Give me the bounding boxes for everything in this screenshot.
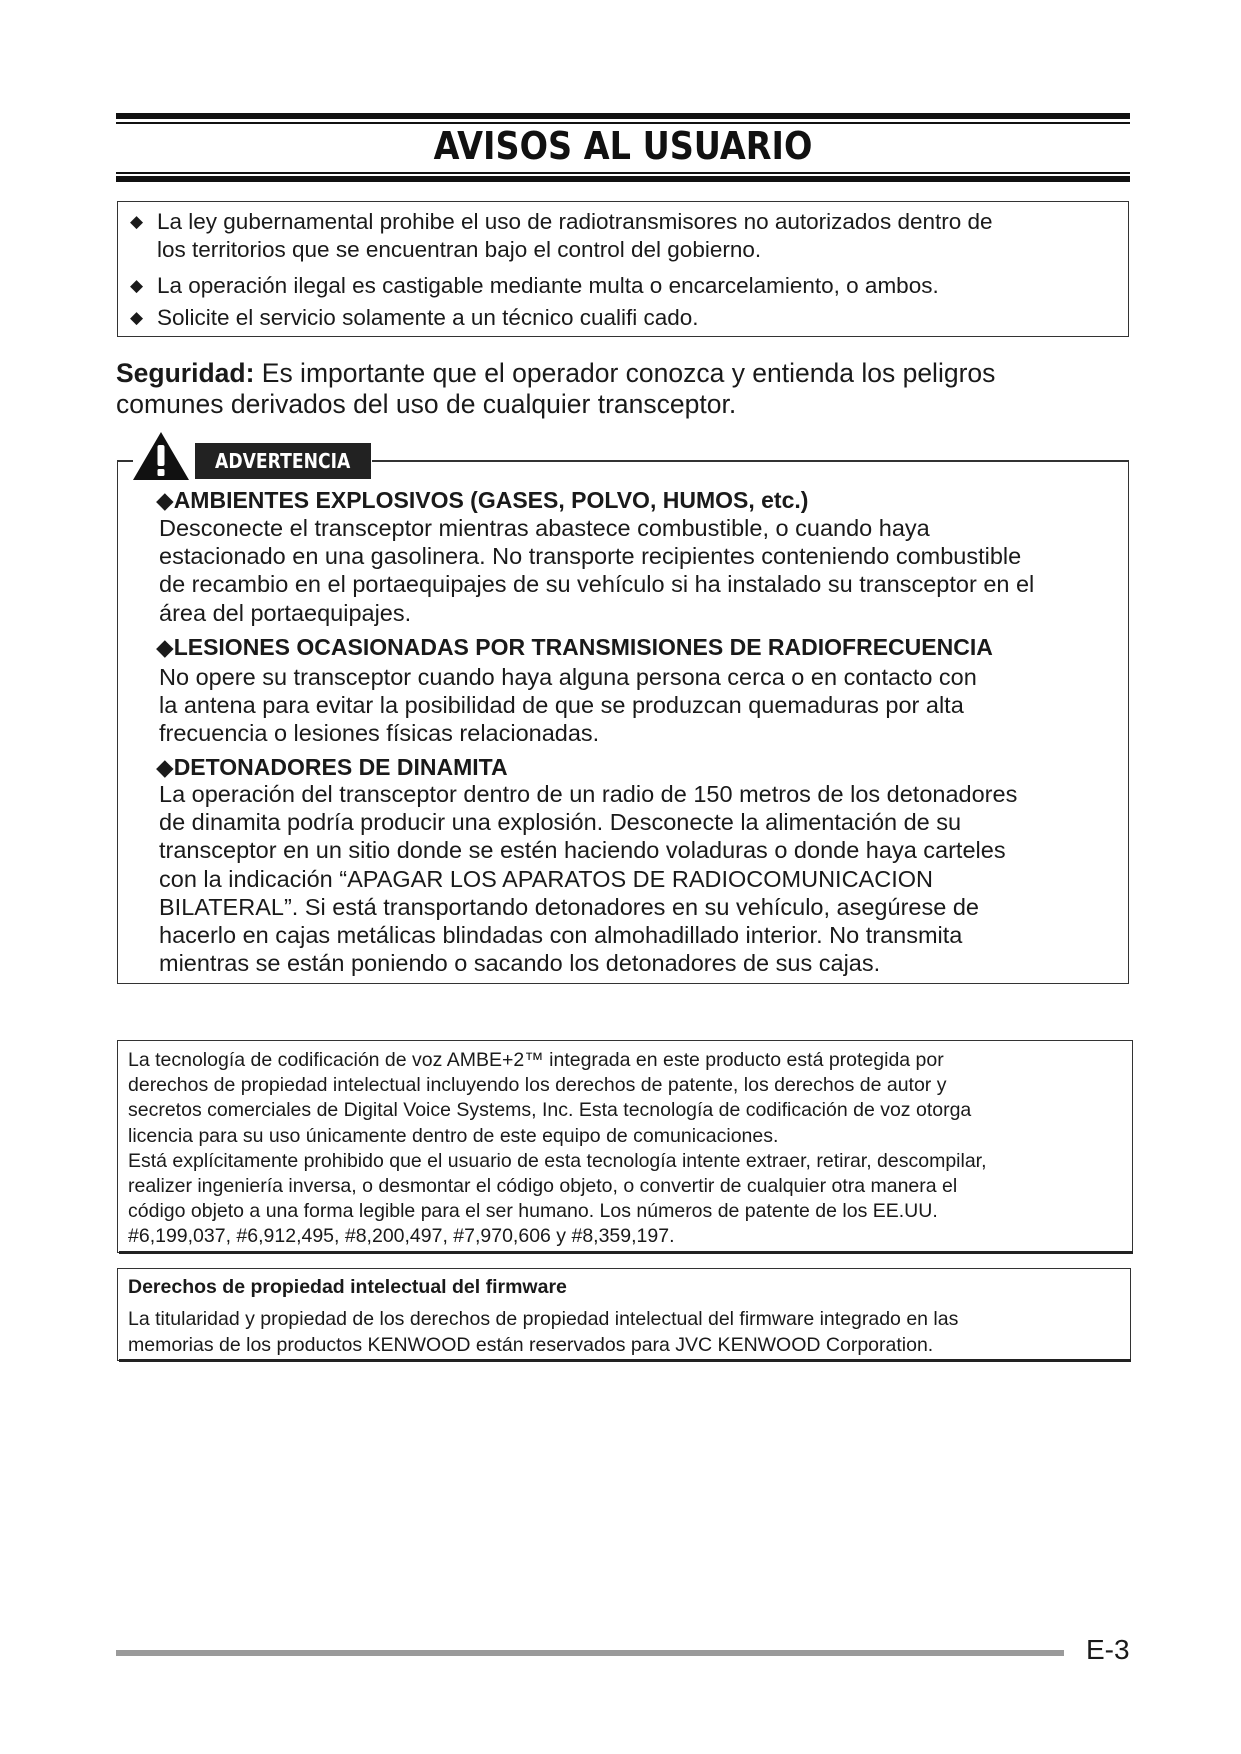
page-number: E-3 [1086,1634,1130,1665]
bullet-diamond-icon: ◆ [130,276,144,295]
ambe-line: derechos de propiedad intelectual incluyendo los derechos de patente, los derechos de autor y [128,1074,947,1097]
ambe-line: licencia para su uso únicamente dentro de este equipo de comunicaciones. [128,1124,779,1147]
footer-bar [116,1650,1064,1656]
warning-line: área del portaequipajes. [159,599,412,626]
warning-line: BILATERAL”. Si está transportando detonadores en su vehículo, asegúrese de [159,893,979,920]
seguridad-label: Seguridad: [116,358,255,388]
warning-badge-label: ADVERTENCIA [215,449,351,473]
seguridad-paragraph [116,358,995,420]
notice-line: los territorios que se encuentran bajo el control del gobierno. [157,237,762,262]
warning-line: transceptor en un sitio donde se estén haciendo voladuras o donde haya carteles [159,837,1006,864]
ambe-line: #6,199,037, #6,912,495, #8,200,497, #7,970,606 y #8,359,197. [128,1225,675,1248]
warning-line: con la indicación “APAGAR LOS APARATOS DE RADIOCOMUNICACION [159,865,933,892]
warning-paragraph [159,663,977,748]
notice-line: La operación ilegal es castigable mediante multa o encarcelamiento, o ambos. [157,273,939,298]
title-rule-bottom-thin [116,172,1130,174]
warning-line: Desconecte el transceptor mientras abastece combustible, o cuando haya [159,515,930,541]
warning-heading: ◆AMBIENTES EXPLOSIVOS (GASES, POLVO, HUMOS, etc.) [156,487,809,513]
warning-badge [195,443,371,479]
bullet-diamond-icon: ◆ [130,212,144,231]
warning-line: de dinamita podría producir una explosión. Desconecte la alimentación de su [159,809,962,836]
title-rule-top-thick [116,113,1130,119]
legal-notice-box [117,201,1129,337]
warning-triangle-icon [131,430,191,482]
firmware-line: La titularidad y propiedad de los derechos de propiedad intelectual del firmware integrado en las [128,1308,959,1330]
warning-line: No opere su transceptor cuando haya alguna persona cerca o en contacto con [159,664,977,690]
firmware-line: memorias de los productos KENWOOD están reservados para JVC KENWOOD Corporation. [128,1334,934,1356]
seguridad-text: Es importante que el operador conozca y entienda los peligros [254,358,996,388]
title-rule-bottom-thick [116,176,1130,182]
firmware-text [128,1306,958,1358]
ambe-license-text [128,1048,987,1250]
notice-line: Solicite el servicio solamente a un técnico cualifi cado. [157,305,699,330]
firmware-heading: Derechos de propiedad intelectual del firmware [128,1276,567,1298]
page-title: AVISOS AL USUARIO [433,124,813,168]
warning-paragraph [159,780,1017,977]
warning-line: estacionado en una gasolinera. No transporte recipientes conteniendo combustible [159,543,1022,570]
ambe-line: secretos comerciales de Digital Voice Systems, Inc. Esta tecnología de codificación de voz otorga [128,1099,972,1122]
warning-box-top-border [372,460,1129,462]
warning-line: La operación del transceptor dentro de un radio de 150 metros de los detonadores [159,781,1018,807]
bullet-diamond-icon: ◆ [130,308,144,327]
seguridad-text: comunes derivados del uso de cualquier transceptor. [116,389,737,419]
warning-line: frecuencia o lesiones físicas relacionadas. [159,720,600,747]
firmware-box-shadow [119,1359,1131,1362]
ambe-line: código objeto a una forma legible para el ser humano. Los números de patente de los EE.UU. [128,1200,938,1223]
warning-line: hacerlo en cajas metálicas blindadas con almohadillado interior. No transmita [159,922,963,949]
warning-line: la antena para evitar la posibilidad de que se produzcan quemaduras por alta [159,692,964,719]
warning-paragraph [159,514,1034,627]
warning-line: de recambio en el portaequipajes de su vehículo si ha instalado su transceptor en el [159,571,1035,598]
warning-line: mientras se están poniendo o sacando los detonadores de sus cajas. [159,950,881,977]
notice-line: La ley gubernamental prohibe el uso de radiotransmisores no autorizados dentro de [157,209,993,234]
warning-heading: ◆DETONADORES DE DINAMITA [156,754,508,780]
ambe-line: Está explícitamente prohibido que el usuario de esta tecnología intente extraer, retirar, descompilar, [128,1149,987,1172]
warning-heading: ◆LESIONES OCASIONADAS POR TRANSMISIONES DE RADIOFRECUENCIA [156,634,993,660]
ambe-line: realizer ingeniería inversa, o desmontar el código objeto, o convertir de cualquier otra manera el [128,1175,958,1198]
ambe-box-shadow [119,1251,1133,1254]
ambe-line: La tecnología de codificación de voz AMBE+2™ integrada en este producto está protegida por [128,1049,944,1071]
